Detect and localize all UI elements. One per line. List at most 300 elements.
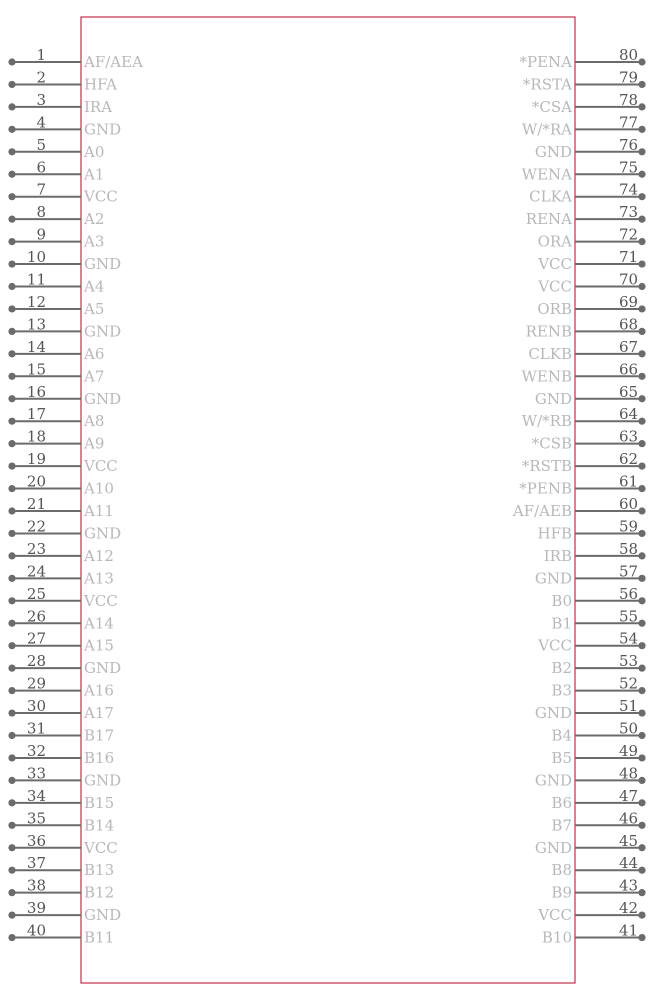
pin	[538, 226, 646, 251]
pin-end-dot	[8, 642, 15, 649]
pin-end-dot	[638, 260, 645, 267]
pin	[8, 742, 114, 767]
pin-number: 48	[619, 764, 639, 783]
pin	[521, 360, 645, 385]
pin-number: 6	[36, 158, 46, 177]
pin	[8, 764, 121, 789]
pin	[8, 720, 114, 745]
pin-end-dot	[638, 665, 645, 672]
pin-end-dot	[638, 58, 645, 65]
pin-number: 25	[26, 584, 46, 603]
pin-name: A13	[84, 569, 114, 588]
pin-number: 44	[619, 854, 639, 873]
pin-number: 19	[26, 450, 46, 469]
pin-name: A7	[84, 367, 105, 386]
pin-number: 9	[36, 225, 46, 244]
pin-number: 80	[619, 46, 639, 64]
pin-number: 43	[619, 876, 639, 895]
pin-number: 36	[26, 831, 46, 850]
pin	[8, 113, 121, 138]
pin	[8, 473, 114, 498]
pin-name: AF/AEA	[84, 53, 143, 71]
pin	[8, 697, 114, 722]
pin	[8, 136, 104, 161]
pin-name: RENB	[525, 322, 572, 341]
pin-end-dot	[8, 126, 15, 133]
pin	[8, 360, 104, 385]
pin-end-dot	[638, 103, 645, 110]
pin-name: A3	[84, 232, 105, 251]
pin-number: 45	[619, 831, 639, 850]
pin-number: 40	[26, 921, 46, 940]
pin-name: B7	[551, 816, 572, 835]
pin-number: 54	[619, 629, 639, 648]
pin-name: B6	[551, 793, 572, 812]
pin-name: B4	[551, 726, 572, 745]
pin	[8, 832, 117, 857]
pin-name: GND	[84, 389, 122, 408]
pin-end-dot	[638, 575, 645, 582]
pin	[8, 517, 121, 542]
pin-end-dot	[638, 709, 645, 716]
pin-end-dot	[8, 260, 15, 267]
pin-end-dot	[8, 597, 15, 604]
pin	[526, 203, 646, 228]
pin-end-dot	[638, 126, 645, 133]
pin-number: 42	[619, 899, 639, 918]
pin	[551, 675, 645, 700]
pin-end-dot	[638, 687, 645, 694]
pin-number: 57	[619, 562, 639, 581]
pin-name: VCC	[84, 187, 118, 206]
pin-number: 41	[619, 921, 639, 940]
pin-name: GND	[534, 838, 572, 857]
pin-name: B11	[84, 928, 115, 947]
pin	[535, 697, 646, 722]
pin-end-dot	[8, 665, 15, 672]
pin	[8, 383, 121, 408]
pin-number: 73	[619, 203, 639, 222]
pin-number: 59	[619, 517, 639, 536]
pin	[8, 428, 104, 453]
pin-name: B8	[551, 861, 572, 880]
pin-number: 46	[619, 809, 639, 828]
pin-name: A14	[84, 614, 114, 633]
pin	[8, 877, 114, 902]
pin-name: *RSTA	[522, 75, 572, 94]
pin-number: 20	[26, 472, 46, 491]
pin-end-dot	[638, 171, 645, 178]
pin	[528, 338, 645, 363]
pin	[8, 338, 104, 363]
pin-number: 52	[619, 674, 639, 693]
pin	[8, 271, 104, 296]
pin-end-dot	[8, 867, 15, 874]
pin-name: VCC	[84, 457, 118, 476]
pin-end-dot	[638, 440, 645, 447]
pin-name: A15	[84, 636, 114, 655]
pin-end-dot	[8, 171, 15, 178]
pin	[532, 91, 646, 116]
pin-number: 63	[619, 427, 639, 446]
pin-number: 15	[26, 360, 46, 379]
pin	[8, 675, 114, 700]
pin	[512, 495, 646, 520]
pin-name: *RSTB	[521, 457, 572, 476]
pin-end-dot	[638, 912, 645, 919]
pin-number: 22	[26, 517, 46, 536]
right-pin-group	[512, 46, 646, 947]
pin-end-dot	[8, 440, 15, 447]
pin-number: 24	[26, 562, 46, 581]
pin-end-dot	[8, 328, 15, 335]
pin-number: 66	[619, 360, 639, 379]
pin-number: 27	[26, 629, 46, 648]
pin-end-dot	[8, 463, 15, 470]
pin	[8, 495, 114, 520]
pin	[8, 91, 112, 116]
pin-name: A10	[84, 479, 114, 498]
pin-end-dot	[638, 777, 645, 784]
pin-end-dot	[638, 642, 645, 649]
pin-end-dot	[8, 418, 15, 425]
pin-end-dot	[8, 912, 15, 919]
pin-name: GND	[84, 659, 122, 678]
pin	[8, 450, 117, 475]
pin	[8, 293, 104, 318]
pin-name: A5	[84, 299, 105, 318]
pin-end-dot	[638, 552, 645, 559]
pin-number: 60	[619, 495, 639, 513]
pin-end-dot	[638, 889, 645, 896]
pin	[537, 899, 645, 924]
pin-name: CLKB	[528, 344, 572, 363]
pin-end-dot	[638, 81, 645, 88]
pin-end-dot	[8, 732, 15, 739]
pin-name: GND	[84, 524, 122, 543]
pin	[8, 607, 114, 632]
pin	[8, 226, 104, 251]
pin-end-dot	[8, 799, 15, 806]
pin	[535, 383, 646, 408]
pin	[551, 809, 645, 834]
pin-name: WENA	[521, 165, 572, 184]
pin	[537, 271, 645, 296]
pin-number: 38	[26, 876, 46, 895]
pin-number: 4	[36, 113, 46, 132]
pin-end-dot	[638, 530, 645, 537]
pin-end-dot	[8, 889, 15, 896]
pin-end-dot	[8, 148, 15, 155]
pin	[551, 607, 645, 632]
pin-number: 50	[619, 719, 639, 738]
pin-number: 55	[619, 607, 639, 626]
pin-number: 70	[619, 270, 639, 289]
pin	[8, 203, 104, 228]
pin-end-dot	[638, 822, 645, 829]
pin-number: 28	[26, 652, 46, 671]
pin	[8, 68, 117, 93]
pin-end-dot	[8, 552, 15, 559]
pin-name: VCC	[538, 906, 572, 925]
pin	[535, 562, 646, 587]
pin-number: 72	[619, 225, 639, 244]
pin-end-dot	[8, 305, 15, 312]
pin-number: 11	[26, 270, 46, 289]
pin-name: W/*RB	[521, 412, 572, 431]
pin	[551, 787, 645, 812]
pin-name: GND	[84, 120, 122, 139]
pin-end-dot	[8, 575, 15, 582]
pin-end-dot	[638, 754, 645, 761]
pin-name: B15	[84, 793, 115, 812]
pin-end-dot	[638, 305, 645, 312]
pin-name: A8	[84, 412, 105, 431]
pin	[8, 922, 114, 947]
pin-number: 69	[619, 292, 639, 311]
pin-name: GND	[534, 569, 572, 588]
pin-name: HFB	[537, 524, 572, 543]
pin-number: 35	[26, 809, 46, 828]
pin-number: 2	[36, 68, 46, 87]
pin-end-dot	[8, 81, 15, 88]
pin-end-dot	[8, 620, 15, 627]
pin-end-dot	[638, 867, 645, 874]
pin-end-dot	[8, 373, 15, 380]
pin-name: A0	[84, 142, 105, 161]
pin-name: GND	[84, 906, 122, 925]
pin-end-dot	[8, 844, 15, 851]
pin-end-dot	[8, 709, 15, 716]
pin-number: 1	[36, 46, 46, 64]
pin-number: 31	[26, 719, 46, 738]
pin-name: A16	[84, 681, 114, 700]
pin-number: 49	[619, 741, 639, 760]
pin	[522, 158, 646, 183]
pin-name: VCC	[84, 838, 118, 857]
pin-name: *CSB	[531, 434, 572, 453]
pin	[520, 46, 646, 71]
pin-end-dot	[638, 507, 645, 514]
pin-number: 10	[26, 248, 46, 267]
pin	[519, 473, 645, 498]
pin-name: GND	[534, 704, 572, 723]
pin	[8, 181, 117, 206]
pin-number: 12	[26, 292, 46, 311]
pin	[8, 630, 114, 655]
ic-body	[81, 17, 575, 983]
pin-number: 17	[26, 405, 46, 424]
pin-end-dot	[638, 238, 645, 245]
pin-end-dot	[638, 418, 645, 425]
pin-name: B3	[551, 681, 572, 700]
pin-name: CLKA	[529, 187, 572, 206]
pin-number: 21	[26, 495, 46, 513]
pin-number: 47	[619, 786, 639, 805]
pin-number: 65	[619, 382, 639, 401]
pin	[523, 68, 646, 93]
pin-name: A1	[84, 165, 105, 184]
pin	[522, 405, 646, 430]
pin-number: 33	[26, 764, 46, 783]
pin-name: ORB	[537, 299, 572, 318]
pin-number: 53	[619, 652, 639, 671]
pin-number: 5	[36, 135, 46, 154]
pin-end-dot	[8, 238, 15, 245]
pin	[529, 181, 645, 206]
pin-name: GND	[84, 322, 122, 341]
pin	[532, 428, 646, 453]
pin-number: 37	[26, 854, 46, 873]
pin	[551, 652, 645, 677]
pin	[8, 809, 114, 834]
pin	[8, 540, 114, 565]
pin-end-dot	[638, 350, 645, 357]
pin-number: 79	[619, 68, 639, 87]
pin	[8, 46, 143, 71]
pin-end-dot	[638, 597, 645, 604]
pin	[544, 540, 646, 565]
pin-end-dot	[8, 530, 15, 537]
pin-number: 39	[26, 899, 46, 918]
pin-end-dot	[638, 934, 645, 941]
pin	[8, 854, 114, 879]
pin-number: 56	[619, 584, 639, 603]
pin	[8, 158, 104, 183]
pin-end-dot	[638, 373, 645, 380]
pin-end-dot	[8, 754, 15, 761]
pin-number: 74	[619, 180, 639, 199]
pin	[542, 922, 646, 947]
pin-number: 64	[619, 405, 639, 424]
pin-end-dot	[8, 507, 15, 514]
pin-number: 8	[36, 203, 46, 222]
pin-end-dot	[8, 216, 15, 223]
pin-number: 76	[619, 135, 639, 154]
left-pin-group	[8, 46, 143, 947]
pin-name: A17	[84, 704, 114, 723]
pin	[8, 248, 121, 273]
pin-name: B12	[84, 883, 115, 902]
pin-name: A2	[84, 210, 105, 229]
pin-name: B17	[84, 726, 115, 745]
pin-end-dot	[8, 822, 15, 829]
pin-name: A12	[84, 546, 114, 565]
pin-name: VCC	[538, 277, 572, 296]
pin-number: 75	[619, 158, 639, 177]
pin	[8, 899, 121, 924]
pin	[551, 877, 645, 902]
pin-end-dot	[638, 485, 645, 492]
pin-number: 58	[619, 539, 639, 558]
pin	[522, 113, 646, 138]
pin-number: 7	[36, 180, 46, 199]
pin-end-dot	[638, 328, 645, 335]
pin-name: B5	[551, 748, 572, 767]
pin	[535, 764, 646, 789]
pin-name: GND	[84, 255, 122, 274]
pin-number: 77	[619, 113, 639, 132]
pin-number: 32	[26, 741, 46, 760]
pin-number: 62	[619, 450, 639, 469]
pin-number: 18	[26, 427, 46, 446]
pin	[8, 787, 114, 812]
pin-end-dot	[8, 485, 15, 492]
pin	[522, 450, 646, 475]
pin	[537, 517, 645, 542]
pin-name: IRB	[543, 546, 572, 565]
pin-name: B9	[551, 883, 572, 902]
pin-name: HFA	[84, 75, 118, 94]
pin-end-dot	[638, 732, 645, 739]
pin-end-dot	[638, 463, 645, 470]
pin-name: *CSA	[531, 97, 572, 116]
pin-number: 26	[26, 607, 46, 626]
pin	[551, 585, 645, 610]
pin-name: *PENB	[519, 479, 572, 498]
pin-name: B16	[84, 748, 115, 767]
pin-name: B14	[84, 816, 115, 835]
pin-number: 78	[619, 90, 639, 109]
pin	[526, 315, 646, 340]
pin-name: A9	[84, 434, 105, 453]
pin-number: 71	[619, 248, 639, 267]
pin-number: 16	[26, 382, 46, 401]
pin-name: GND	[534, 389, 572, 408]
pin-end-dot	[8, 687, 15, 694]
pin-end-dot	[638, 216, 645, 223]
pin-number: 13	[26, 315, 46, 334]
pin-end-dot	[638, 620, 645, 627]
pin-end-dot	[638, 799, 645, 806]
pin	[8, 585, 117, 610]
pin	[8, 315, 121, 340]
pin-name: VCC	[538, 636, 572, 655]
pin	[551, 742, 645, 767]
pin-end-dot	[8, 193, 15, 200]
pin-number: 68	[619, 315, 639, 334]
pin-end-dot	[8, 103, 15, 110]
pin-end-dot	[638, 193, 645, 200]
pin-name: *PENA	[519, 53, 572, 71]
pin-end-dot	[8, 934, 15, 941]
pin	[535, 136, 646, 161]
pin-name: VCC	[84, 591, 118, 610]
pin-name: IRA	[84, 97, 113, 116]
pin-name: GND	[84, 771, 122, 790]
pin-number: 34	[26, 786, 46, 805]
pin-name: B0	[551, 591, 572, 610]
pin-number: 14	[26, 337, 46, 356]
pin-name: GND	[534, 142, 572, 161]
pin-name: B10	[541, 928, 572, 947]
pin-end-dot	[8, 350, 15, 357]
pin	[537, 630, 645, 655]
pin-name: B1	[551, 614, 572, 633]
pin-number: 29	[26, 674, 46, 693]
pin-name: A11	[84, 502, 114, 520]
pin-number: 67	[619, 337, 639, 356]
pin-name: RENA	[525, 210, 572, 229]
pin-end-dot	[638, 283, 645, 290]
pin-name: B2	[551, 659, 572, 678]
pin-name: A6	[84, 344, 105, 363]
pin	[537, 248, 645, 273]
pin-end-dot	[638, 844, 645, 851]
pin-end-dot	[8, 283, 15, 290]
pin	[551, 854, 645, 879]
pin-number: 51	[619, 697, 639, 716]
